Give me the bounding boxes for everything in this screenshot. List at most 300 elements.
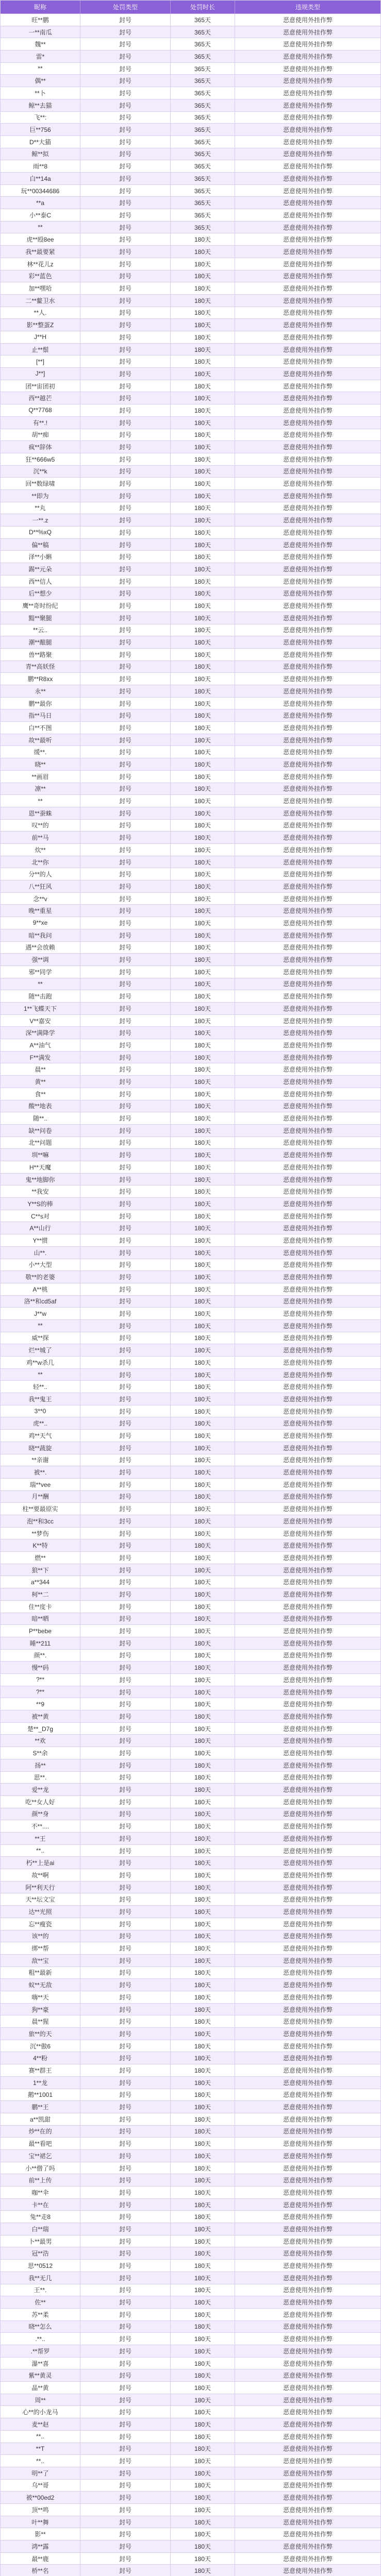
violation-type-cell: 恶意使用外挂作弊 (235, 355, 380, 368)
nickname-cell: 被**00ed2 (1, 2492, 80, 2504)
violation-type-cell: 恶意使用外挂作弊 (235, 880, 380, 893)
violation-type-cell: 恶意使用外挂作弊 (235, 1344, 380, 1357)
violation-type-cell: 恶意使用外挂作弊 (235, 966, 380, 978)
penalty-type-cell: 封号 (80, 1979, 171, 1991)
table-row (1, 624, 380, 637)
penalty-duration-cell: 180天 (171, 1491, 235, 1503)
penalty-duration-cell: 180天 (171, 624, 235, 637)
nickname-cell: **亲谢 (1, 1454, 80, 1467)
penalty-duration-cell: 180天 (171, 1808, 235, 1821)
violation-type-cell: 恶意使用外挂作弊 (235, 1491, 380, 1503)
nickname-cell: 北**问题 (1, 1137, 80, 1149)
penalty-duration-cell: 180天 (171, 478, 235, 490)
penalty-type-cell: 封号 (80, 75, 171, 87)
penalty-type-cell: 封号 (80, 1039, 171, 1052)
penalty-duration-cell: 180天 (171, 1918, 235, 1930)
violation-type-cell: 恶意使用外挂作弊 (235, 1613, 380, 1625)
nickname-cell: 西**越芒 (1, 392, 80, 404)
violation-type-cell: 恶意使用外挂作弊 (235, 807, 380, 820)
table-row (1, 2431, 380, 2443)
violation-type-cell: 恶意使用外挂作弊 (235, 148, 380, 161)
penalty-type-cell: 封号 (80, 2321, 171, 2333)
table-row (1, 771, 380, 783)
penalty-duration-cell: 180天 (171, 2296, 235, 2309)
nickname-cell: H**天魔 (1, 1161, 80, 1174)
violation-type-cell: 恶意使用外挂作弊 (235, 136, 380, 148)
violation-type-cell: 恶意使用外挂作弊 (235, 2199, 380, 2211)
penalty-type-cell: 封号 (80, 2358, 171, 2370)
penalty-type-cell: 封号 (80, 1833, 171, 1845)
table-row (1, 112, 380, 124)
penalty-duration-cell: 180天 (171, 1405, 235, 1418)
violation-type-cell: 恶意使用外挂作弊 (235, 2052, 380, 2064)
violation-type-cell: 恶意使用外挂作弊 (235, 2247, 380, 2260)
nickname-cell: [**] (1, 355, 80, 368)
table-row (1, 148, 380, 161)
penalty-type-cell: 封号 (80, 1442, 171, 1454)
penalty-duration-cell: 180天 (171, 1174, 235, 1186)
nickname-cell: 燃** (1, 1552, 80, 1564)
nickname-cell: 偶** (1, 75, 80, 87)
violation-type-cell: 恶意使用外挂作弊 (235, 929, 380, 942)
penalty-duration-cell: 180天 (171, 1882, 235, 1894)
penalty-type-cell: 封号 (80, 527, 171, 539)
penalty-duration-cell: 180天 (171, 258, 235, 270)
nickname-cell: 鲸**去猫 (1, 99, 80, 112)
nickname-cell: 回**数绿啸 (1, 478, 80, 490)
penalty-duration-cell: 180天 (171, 2492, 235, 2504)
violation-type-cell: 恶意使用外挂作弊 (235, 746, 380, 758)
table-row (1, 1320, 380, 1332)
penalty-type-cell: 封号 (80, 2211, 171, 2223)
penalty-type-cell: 封号 (80, 1686, 171, 1699)
penalty-type-cell: 封号 (80, 246, 171, 258)
penalty-duration-cell: 180天 (171, 978, 235, 991)
penalty-duration-cell: 180天 (171, 1369, 235, 1381)
violation-type-cell: 恶意使用外挂作弊 (235, 1149, 380, 1161)
penalty-type-cell: 封号 (80, 258, 171, 270)
nickname-cell: 分**的人 (1, 868, 80, 880)
violation-type-cell: 恶意使用外挂作弊 (235, 1698, 380, 1710)
table-row (1, 1869, 380, 1882)
penalty-duration-cell: 180天 (171, 1613, 235, 1625)
table-row (1, 173, 380, 185)
table-row (1, 368, 380, 380)
table-row (1, 1112, 380, 1125)
penalty-type-cell: 封号 (80, 1735, 171, 1747)
penalty-duration-cell: 180天 (171, 1320, 235, 1332)
table-row (1, 124, 380, 136)
table-row (1, 1601, 380, 1613)
penalty-type-cell: 封号 (80, 1076, 171, 1088)
penalty-duration-cell: 365天 (171, 50, 235, 63)
penalty-duration-cell: 180天 (171, 600, 235, 612)
table-row (1, 2333, 380, 2345)
penalty-duration-cell: 180天 (171, 1466, 235, 1479)
nickname-cell: Y**S的棒 (1, 1198, 80, 1210)
penalty-duration-cell: 180天 (171, 1747, 235, 1759)
nickname-cell: 念**v (1, 893, 80, 905)
table-row (1, 1552, 380, 1564)
violation-type-cell: 恶意使用外挂作弊 (235, 1674, 380, 1686)
nickname-cell: 烂**城了 (1, 1344, 80, 1357)
table-row (1, 441, 380, 453)
penalty-type-cell: 封号 (80, 14, 171, 26)
violation-type-cell: 恶意使用外挂作弊 (235, 1796, 380, 1808)
table-row (1, 1710, 380, 1723)
violation-type-cell: 恶意使用外挂作弊 (235, 758, 380, 771)
table-row (1, 1296, 380, 1308)
nickname-cell: 该**的 (1, 1930, 80, 1943)
nickname-cell: 强**调 (1, 954, 80, 966)
table-row (1, 2089, 380, 2102)
violation-type-cell: 恶意使用外挂作弊 (235, 1930, 380, 1943)
nickname-cell: 沉**k (1, 466, 80, 478)
penalty-type-cell: 封号 (80, 2101, 171, 2113)
nickname-cell: 影**整蛋Z (1, 319, 80, 331)
table-row (1, 1088, 380, 1100)
penalty-type-cell: 封号 (80, 270, 171, 283)
violation-type-cell: 恶意使用外挂作弊 (235, 575, 380, 588)
violation-type-cell: 恶意使用外挂作弊 (235, 1869, 380, 1882)
violation-type-cell: 恶意使用外挂作弊 (235, 368, 380, 380)
violation-type-cell: 恶意使用外挂作弊 (235, 2064, 380, 2077)
nickname-cell: 宝**裙乞 (1, 2150, 80, 2162)
violation-type-cell: 恶意使用外挂作弊 (235, 1539, 380, 1552)
penalty-duration-cell: 180天 (171, 1430, 235, 1442)
table-row (1, 392, 380, 404)
table-row (1, 490, 380, 502)
table-row (1, 722, 380, 734)
nickname-cell: 影** (1, 2528, 80, 2540)
table-row (1, 1381, 380, 1393)
penalty-duration-cell: 180天 (171, 771, 235, 783)
nickname-cell: ** (1, 1369, 80, 1381)
violation-type-cell: 恶意使用外挂作弊 (235, 282, 380, 295)
nickname-cell: **.. (1, 1845, 80, 1857)
table-row (1, 2358, 380, 2370)
nickname-cell: K**特 (1, 1539, 80, 1552)
table-row (1, 575, 380, 588)
nickname-cell: 卡**在 (1, 2199, 80, 2211)
penalty-duration-cell: 180天 (171, 270, 235, 283)
penalty-type-cell: 封号 (80, 344, 171, 356)
nickname-cell: C**s对 (1, 1210, 80, 1223)
table-row (1, 1259, 380, 1272)
penalty-duration-cell: 180天 (171, 2516, 235, 2529)
header-penalty-duration: 处罚时长 (171, 1, 235, 14)
nickname-cell: 圳**嘛 (1, 1149, 80, 1161)
penalty-type-cell: 封号 (80, 38, 171, 50)
table-row (1, 1003, 380, 1015)
penalty-type-cell: 封号 (80, 2284, 171, 2297)
penalty-type-cell: 封号 (80, 807, 171, 820)
penalty-type-cell: 封号 (80, 478, 171, 490)
penalty-duration-cell: 180天 (171, 1564, 235, 1577)
penalty-duration-cell: 180天 (171, 880, 235, 893)
penalty-type-cell: 封号 (80, 233, 171, 246)
penalty-type-cell: 封号 (80, 1174, 171, 1186)
nickname-cell: 狼**下 (1, 1564, 80, 1577)
penalty-type-cell: 封号 (80, 1564, 171, 1577)
table-row (1, 2077, 380, 2089)
penalty-duration-cell: 180天 (171, 368, 235, 380)
penalty-type-cell: 封号 (80, 2028, 171, 2040)
penalty-duration-cell: 180天 (171, 539, 235, 551)
penalty-type-cell: 封号 (80, 2126, 171, 2138)
nickname-cell: 炒**在的 (1, 2126, 80, 2138)
penalty-duration-cell: 180天 (171, 709, 235, 722)
penalty-duration-cell: 180天 (171, 612, 235, 624)
table-row (1, 1052, 380, 1064)
table-header-row (1, 1, 380, 14)
penalty-duration-cell: 180天 (171, 2101, 235, 2113)
penalty-duration-cell: 180天 (171, 1552, 235, 1564)
violation-type-cell: 恶意使用外挂作弊 (235, 1650, 380, 1662)
table-row (1, 1466, 380, 1479)
nickname-cell: 嗨**天 (1, 1991, 80, 2004)
violation-type-cell: 恶意使用外挂作弊 (235, 466, 380, 478)
nickname-cell: 王**. (1, 2284, 80, 2297)
nickname-cell: 偏**稿 (1, 539, 80, 551)
violation-type-cell: 恶意使用外挂作弊 (235, 2162, 380, 2175)
penalty-duration-cell: 180天 (171, 2528, 235, 2540)
violation-type-cell: 恶意使用外挂作弊 (235, 1454, 380, 1467)
table-row (1, 50, 380, 63)
violation-type-cell: 恶意使用外挂作弊 (235, 1601, 380, 1613)
table-row (1, 2296, 380, 2309)
table-row (1, 820, 380, 832)
penalty-type-cell: 封号 (80, 1466, 171, 1479)
violation-type-cell: 恶意使用外挂作弊 (235, 26, 380, 39)
nickname-cell: 周** (1, 2394, 80, 2406)
penalty-duration-cell: 180天 (171, 966, 235, 978)
penalty-duration-cell: 180天 (171, 2443, 235, 2455)
penalty-type-cell: 封号 (80, 2418, 171, 2431)
penalty-type-cell: 封号 (80, 893, 171, 905)
nickname-cell: 1**龙 (1, 2077, 80, 2089)
penalty-duration-cell: 180天 (171, 1601, 235, 1613)
penalty-type-cell: 封号 (80, 563, 171, 575)
nickname-cell: 鸡**天气 (1, 1430, 80, 1442)
penalty-duration-cell: 180天 (171, 1588, 235, 1601)
violation-type-cell: 恶意使用外挂作弊 (235, 197, 380, 209)
penalty-type-cell: 封号 (80, 1710, 171, 1723)
violation-type-cell: 恶意使用外挂作弊 (235, 478, 380, 490)
nickname-cell: 忘**瘦瓷 (1, 1918, 80, 1930)
nickname-cell: a**凯甜 (1, 2113, 80, 2126)
violation-type-cell: 恶意使用外挂作弊 (235, 2369, 380, 2382)
violation-type-cell: 恶意使用外挂作弊 (235, 1820, 380, 1833)
violation-type-cell: 恶意使用外挂作弊 (235, 2406, 380, 2418)
penalty-duration-cell: 180天 (171, 2211, 235, 2223)
table-row (1, 1625, 380, 1637)
nickname-cell: 威**探 (1, 1332, 80, 1345)
penalty-duration-cell: 180天 (171, 2284, 235, 2297)
table-row (1, 1650, 380, 1662)
violation-type-cell: 恶意使用外挂作弊 (235, 868, 380, 880)
table-row (1, 2126, 380, 2138)
violation-type-cell: 恶意使用外挂作弊 (235, 1528, 380, 1540)
violation-type-cell: 恶意使用外挂作弊 (235, 1918, 380, 1930)
penalty-duration-cell: 180天 (171, 1003, 235, 1015)
penalty-duration-cell: 180天 (171, 2345, 235, 2358)
penalty-type-cell: 封号 (80, 734, 171, 747)
violation-type-cell: 恶意使用外挂作弊 (235, 2187, 380, 2199)
nickname-cell: 住**度卡 (1, 1601, 80, 1613)
violation-type-cell: 恶意使用外挂作弊 (235, 1271, 380, 1283)
nickname-cell: 永** (1, 685, 80, 698)
penalty-type-cell: 封号 (80, 26, 171, 39)
violation-type-cell: 恶意使用外挂作弊 (235, 1503, 380, 1515)
nickname-cell: ?** (1, 1686, 80, 1699)
violation-type-cell: 恶意使用外挂作弊 (235, 1308, 380, 1320)
table-row (1, 2382, 380, 2394)
table-row (1, 990, 380, 1003)
penalty-duration-cell: 180天 (171, 1296, 235, 1308)
penalty-duration-cell: 180天 (171, 1222, 235, 1234)
table-row (1, 1491, 380, 1503)
violation-type-cell: 恶意使用外挂作弊 (235, 75, 380, 87)
violation-type-cell: 恶意使用外挂作弊 (235, 1234, 380, 1247)
table-row (1, 1369, 380, 1381)
violation-type-cell: 恶意使用外挂作弊 (235, 1039, 380, 1052)
penalty-type-cell: 封号 (80, 466, 171, 478)
violation-type-cell: 恶意使用外挂作弊 (235, 209, 380, 222)
nickname-cell: 雨**8 (1, 160, 80, 173)
penalty-type-cell: 封号 (80, 551, 171, 563)
table-row (1, 2480, 380, 2492)
table-row (1, 2443, 380, 2455)
nickname-cell: 后**想少 (1, 587, 80, 600)
violation-type-cell: 恶意使用外挂作弊 (235, 2394, 380, 2406)
penalty-type-cell: 封号 (80, 1003, 171, 1015)
nickname-cell: 鹏**最你 (1, 698, 80, 710)
penalty-type-cell: 封号 (80, 331, 171, 344)
penalty-type-cell: 封号 (80, 429, 171, 442)
nickname-cell: 睡**211 (1, 1637, 80, 1650)
penalty-duration-cell: 365天 (171, 222, 235, 234)
nickname-cell: 鹏**R8xx (1, 673, 80, 685)
penalty-duration-cell: 180天 (171, 344, 235, 356)
table-row (1, 917, 380, 929)
nickname-cell: **画眉 (1, 771, 80, 783)
penalty-duration-cell: 180天 (171, 1503, 235, 1515)
penalty-duration-cell: 180天 (171, 1857, 235, 1869)
nickname-cell: 洛**和cd5af (1, 1296, 80, 1308)
nickname-cell: 轻**.. (1, 1381, 80, 1393)
penalty-duration-cell: 180天 (171, 1625, 235, 1637)
nickname-cell: 故**啊 (1, 1869, 80, 1882)
penalty-duration-cell: 180天 (171, 1674, 235, 1686)
violation-type-cell: 恶意使用外挂作弊 (235, 1686, 380, 1699)
table-row (1, 2199, 380, 2211)
violation-type-cell: 恶意使用外挂作弊 (235, 856, 380, 869)
penalty-type-cell: 封号 (80, 368, 171, 380)
violation-type-cell: 恶意使用外挂作弊 (235, 2358, 380, 2370)
penalty-type-cell: 封号 (80, 1857, 171, 1869)
nickname-cell: 颜**身 (1, 1808, 80, 1821)
penalty-duration-cell: 365天 (171, 185, 235, 197)
table-row (1, 1479, 380, 1491)
table-row (1, 2223, 380, 2235)
penalty-type-cell: 封号 (80, 1503, 171, 1515)
penalty-duration-cell: 180天 (171, 404, 235, 417)
penalty-duration-cell: 365天 (171, 209, 235, 222)
violation-type-cell: 恶意使用外挂作弊 (235, 233, 380, 246)
penalty-type-cell: 封号 (80, 197, 171, 209)
nickname-cell: 玩**00344686 (1, 185, 80, 197)
violation-type-cell: 恶意使用外挂作弊 (235, 954, 380, 966)
penalty-type-cell: 封号 (80, 185, 171, 197)
violation-type-cell: 恶意使用外挂作弊 (235, 112, 380, 124)
penalty-duration-cell: 180天 (171, 954, 235, 966)
table-row (1, 539, 380, 551)
penalty-duration-cell: 180天 (171, 1796, 235, 1808)
violation-type-cell: 恶意使用外挂作弊 (235, 1967, 380, 1979)
penalty-duration-cell: 180天 (171, 661, 235, 673)
penalty-duration-cell: 180天 (171, 2004, 235, 2016)
penalty-duration-cell: 180天 (171, 856, 235, 869)
penalty-duration-cell: 180天 (171, 2565, 235, 2576)
table-row (1, 2052, 380, 2064)
nickname-cell: 叹**的 (1, 820, 80, 832)
penalty-type-cell: 封号 (80, 1539, 171, 1552)
table-row (1, 1942, 380, 1955)
penalty-duration-cell: 180天 (171, 380, 235, 393)
penalty-type-cell: 封号 (80, 868, 171, 880)
penalty-duration-cell: 180天 (171, 2077, 235, 2089)
violation-type-cell: 恶意使用外挂作弊 (235, 1125, 380, 1137)
penalty-duration-cell: 180天 (171, 1027, 235, 1039)
nickname-cell: 深**满降学 (1, 1027, 80, 1039)
penalty-duration-cell: 180天 (171, 2480, 235, 2492)
penalty-duration-cell: 180天 (171, 575, 235, 588)
nickname-cell: 泡**和3cc (1, 1515, 80, 1528)
penalty-type-cell: 封号 (80, 112, 171, 124)
table-row (1, 1234, 380, 1247)
table-row (1, 1185, 380, 1198)
header-penalty-type: 处罚类型 (80, 1, 171, 14)
nickname-cell: 瀑**喜 (1, 2358, 80, 2370)
penalty-type-cell: 封号 (80, 2431, 171, 2443)
penalty-duration-cell: 180天 (171, 1259, 235, 1272)
table-row (1, 1637, 380, 1650)
table-row (1, 2553, 380, 2565)
penalty-duration-cell: 180天 (171, 1845, 235, 1857)
nickname-cell: 黯**聚腿 (1, 612, 80, 624)
table-row (1, 502, 380, 515)
penalty-duration-cell: 180天 (171, 587, 235, 600)
penalty-type-cell: 封号 (80, 954, 171, 966)
violation-type-cell: 恶意使用外挂作弊 (235, 2345, 380, 2358)
violation-type-cell: 恶意使用外挂作弊 (235, 1833, 380, 1845)
penalty-type-cell: 封号 (80, 209, 171, 222)
violation-type-cell: 恶意使用外挂作弊 (235, 2516, 380, 2529)
penalty-type-cell: 封号 (80, 600, 171, 612)
violation-type-cell: 恶意使用外挂作弊 (235, 490, 380, 502)
penalty-duration-cell: 180天 (171, 929, 235, 942)
penalty-duration-cell: 180天 (171, 2369, 235, 2382)
penalty-type-cell: 封号 (80, 1747, 171, 1759)
violation-type-cell: 恶意使用外挂作弊 (235, 1063, 380, 1076)
penalty-type-cell: 封号 (80, 2492, 171, 2504)
violation-type-cell: 恶意使用外挂作弊 (235, 185, 380, 197)
penalty-duration-cell: 180天 (171, 1576, 235, 1588)
violation-type-cell: 恶意使用外挂作弊 (235, 2443, 380, 2455)
table-row (1, 75, 380, 87)
violation-type-cell: 恶意使用外挂作弊 (235, 1100, 380, 1113)
